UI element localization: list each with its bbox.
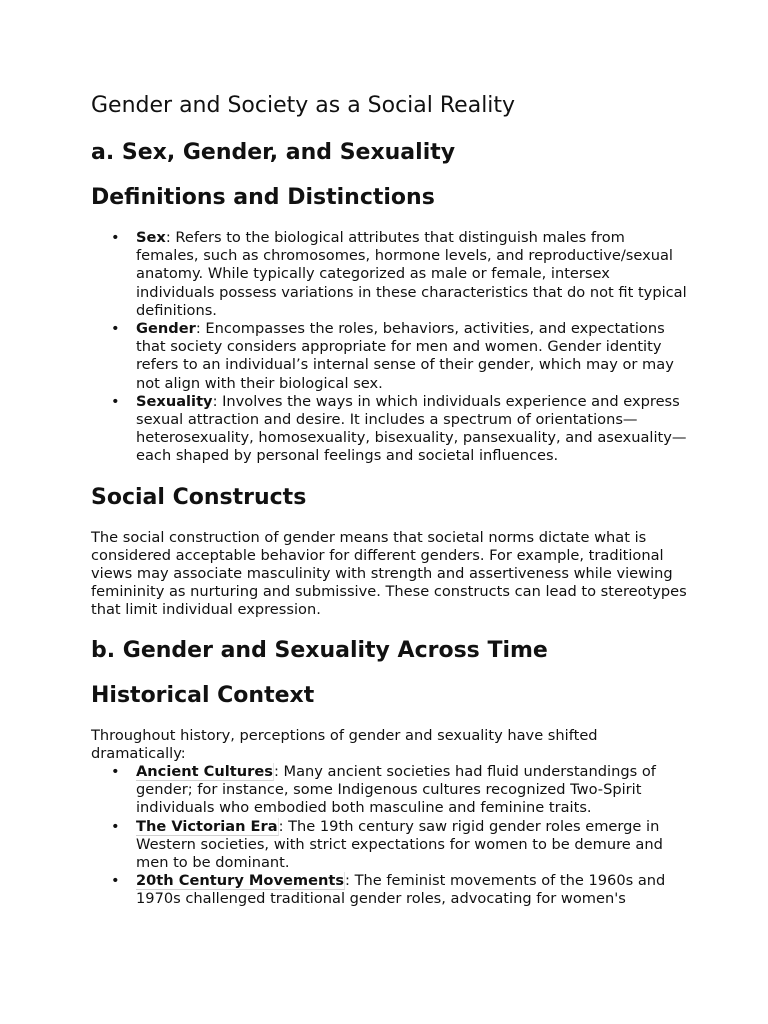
bullet-icon: • <box>111 817 120 835</box>
historical-intro-paragraph: Throughout history, perceptions of gender and sexuality have shifted dramatically: <box>91 726 598 762</box>
definition-text: : Involves the ways in which individuals experience and express sexual attraction and desire. It includes a spectrum of orientations—heterosexuality, homosexuality, bisexuality, pansexuality, and asexuality—each shaped by personal feelings and societal influences. <box>136 392 687 465</box>
social-constructs-heading: Social Constructs <box>91 484 307 510</box>
bullet-icon: • <box>111 872 120 890</box>
bullet-icon: • <box>111 763 120 781</box>
history-list <box>91 763 691 909</box>
social-constructs-paragraph: The social construction of gender means that societal norms dictate what is considered acceptable behavior for different genders. For example, traditional views may associate masculinity with strength and assertiveness while viewing femininity as nurturing and submissive. These constructs can lead to stereotypes that limit individual expression. <box>91 528 687 619</box>
term-victorian-era: The Victorian Era <box>136 817 278 835</box>
section-b-heading: b. Gender and Sexuality Across Time <box>91 637 548 663</box>
section-a-heading: a. Sex, Gender, and Sexuality <box>91 140 456 165</box>
bullet-icon: • <box>111 320 120 338</box>
term-20th-century: 20th Century Movements <box>136 872 345 890</box>
list-item-victorian-era <box>91 818 691 873</box>
term-sex: Sex <box>136 229 166 246</box>
list-item-gender <box>91 320 691 393</box>
definitions-list <box>91 229 691 466</box>
list-item-sexuality <box>91 393 691 466</box>
list-item-ancient-cultures <box>91 763 691 818</box>
bullet-icon: • <box>111 229 120 246</box>
definition-text: : Encompasses the roles, behaviors, activities, and expectations that society considers appropriate for men and women. Gender identity refers to an individual’s internal sense of their gender, which may or may not align with their biological sex. <box>136 320 674 392</box>
definition-text: : Refers to the biological attributes that distinguish males from females, such as chromosomes, hormone levels, and reproductive/sexual anatomy. While typically categorized as male or female, intersex individuals possess variations in these characteristics that do not fit typical definitions. <box>136 229 687 319</box>
term-sexuality: Sexuality <box>136 392 213 410</box>
definitions-heading: Definitions and Distinctions <box>91 185 435 210</box>
history-text: : The feminist movements of the 1960s and 1970s challenged traditional gender roles, advocating for women's <box>136 872 666 908</box>
document-title: Gender and Society as a Social Reality <box>91 93 516 118</box>
history-text: : The 19th century saw rigid gender roles emerge in Western societies, with strict expectations for women to be demure and men to be dominant. <box>136 817 663 872</box>
history-text: : Many ancient societies had fluid understandings of gender; for instance, some Indigenous cultures recognized Two-Spirit individuals who embodied both masculine and feminine traits. <box>136 763 656 817</box>
historical-context-heading: Historical Context <box>91 682 315 708</box>
list-item-sex <box>91 229 691 320</box>
list-item-20th-century <box>91 872 691 908</box>
document-page <box>91 92 691 909</box>
bullet-icon: • <box>111 392 120 410</box>
term-gender: Gender <box>136 320 196 338</box>
term-ancient-cultures: Ancient Cultures <box>136 763 273 781</box>
